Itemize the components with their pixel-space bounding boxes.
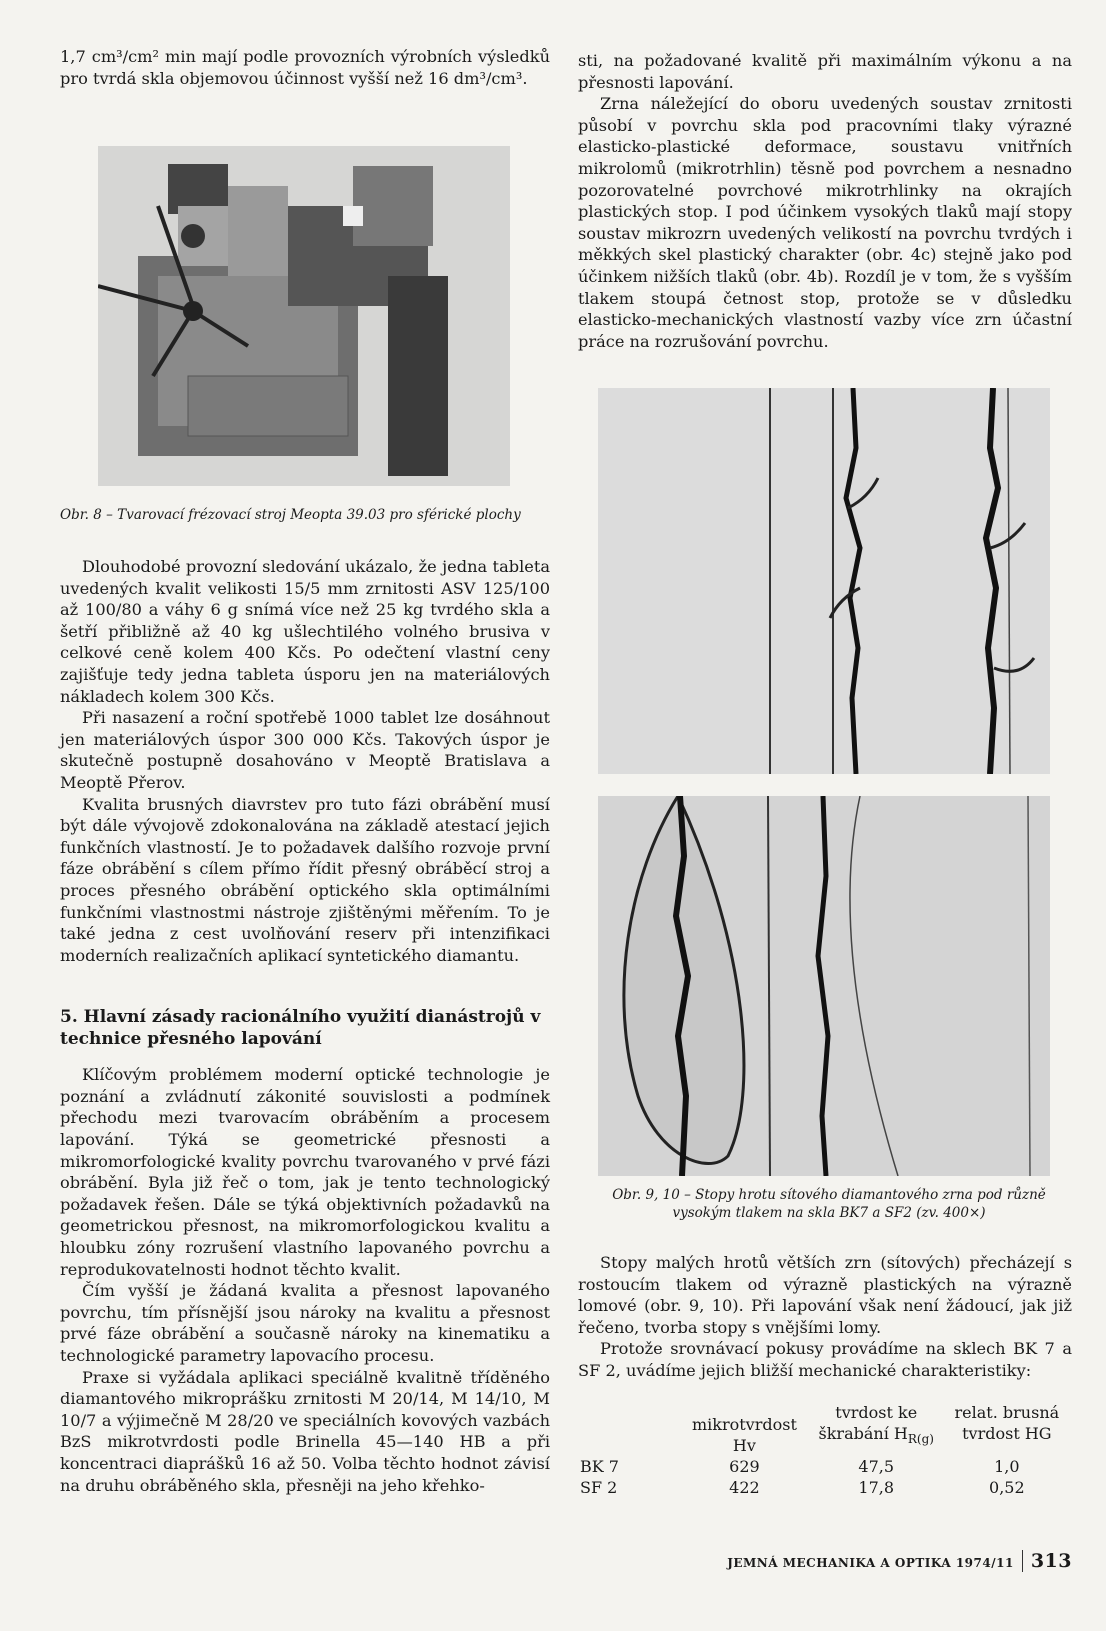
table-cell-hg: 1,0 (994, 1457, 1020, 1476)
table-cell-hr: 47,5 (858, 1457, 895, 1476)
table-header-microhardness: mikrotvrdost Hv (691, 1415, 797, 1455)
table-cell-glass: SF 2 (580, 1478, 618, 1497)
paragraph-tablet: Dlouhodobé provozní sledování ukázalo, že jedna tableta uvedených kvalit velikosti 15/5 mm zrnitosti ASV 125/100 až 100/80 a váhy 6 g snímá více než 25 kg tvrdého skla a šetří přibližně až 40 kg ušlechtilého volného brusiva v celkové ceně kolem 400 Kčs. Po odečtení vlastní ceny zajišťuje tedy jedna tableta úsporu jen na materiálových nákladech kolem 300 Kčs. (60, 557, 550, 706)
figure-8-photo (98, 146, 510, 486)
paragraph-savings: Při nasazení a roční spotřebě 1000 tablet lze dosáhnout jen materiálových úspor 300 000 Kčs. Takových úspor je skutečně postupně dosahováno v Meoptě Bratislava a Meoptě Přerov. (60, 708, 550, 792)
glass-properties-table (578, 1402, 1072, 1498)
table-cell-hv: 422 (729, 1478, 760, 1497)
figure-9-10-caption: Obr. 9, 10 – Stopy hrotu sítového diamantového zrna pod různě vysokým tlakem na skla BK7 a SF2 (zv. 400×) (612, 1187, 1046, 1221)
table-header-row (578, 1402, 1072, 1456)
paragraph-comparison: Protože srovnávací pokusy provádíme na sklech BK 7 a SF 2, uvádíme jejich bližší mechanické charakteristiky: (578, 1339, 1072, 1380)
figure-10-photo (598, 796, 1050, 1176)
table-header-grinding-hardness: relat. brusná tvrdost HG (954, 1403, 1060, 1443)
paragraph-higher-quality: Čím vyšší je žádaná kvalita a přesnost lapovaného povrchu, tím přísnější jsou nároky na kvalitu a přesnost prvé fáze obrábění a současně nároky na kinematiku a technologické parametry lapovacího procesu. (60, 1281, 550, 1365)
table-row (578, 1477, 1072, 1498)
left-column (60, 46, 550, 89)
right-column (578, 50, 1072, 352)
table-row (578, 1456, 1072, 1477)
paragraph-traces: Stopy malých hrotů větších zrn (sítových) přecházejí s rostoucím tlakem od výrazně plastických na výrazně lomové (obr. 9, 10). Při lapování však není žádoucí, jak již řečeno, tvorba stopy s vnějšími lomy. (578, 1253, 1072, 1337)
page-footer (727, 1550, 1072, 1572)
table-cell-hr: 17,8 (858, 1478, 895, 1497)
paragraph-practice: Praxe si vyžádala aplikaci speciálně kvalitně tříděného diamantového mikroprášku zrnitosti M 20/14, M 14/10, M 10/7 a výjimečně M 28/20 ve speciálních kovových vazbách BzS mikrotvrdosti podle Brinella 45—140 HB a při koncentraci diaprášků 16 až 50. Volba těchto hodnot závisí na druhu obráběného skla, přesněji na jeho křehko- (60, 1367, 550, 1495)
paragraph-key-problem: Klíčovým problémem moderní optické technologie je poznání a zvládnutí zákonité souvislosti a podmínek přechodu mezi tvarovacím obráběním a procesem lapování. Týká se geometrické přesnosti a mikromorfologické kvality povrchu tvarovaného v prvé fázi obrábění. Byla již řeč o tom, jak je tento technologický požadavek řešen. Dále se týká objektivních požadavků na geometrickou přesnost, na mikromorfologickou kvalitu a hloubku zóny rozrušení vlastního lapovaného povrchu a reprodukovatelnosti hodnot těchto kvalit. (60, 1065, 550, 1279)
table-cell-hg: 0,52 (989, 1478, 1025, 1497)
figure-9-photo (598, 388, 1050, 774)
table-cell-hv: 629 (729, 1457, 760, 1476)
table-header-empty (578, 1402, 678, 1456)
section-5-heading: 5. Hlavní zásady racionálního využití dianástrojů v technice přesného lapování (60, 1007, 541, 1050)
table-cell-glass: BK 7 (580, 1457, 619, 1476)
paragraph-continued: sti, na požadované kvalitě při maximálním výkonu a na přesnosti lapování. (578, 51, 1072, 92)
left-column-body (60, 556, 550, 1496)
journal-name: JEMNÁ MECHANIKA A OPTIKA 1974/11 (727, 1556, 1014, 1570)
intro-paragraph: 1,7 cm³/cm² min mají podle provozních výrobních výsledků pro tvrdá skla objemovou účinnost vyšší než 16 dm³/cm³. (60, 47, 550, 88)
paragraph-grains: Zrna náležející do oboru uvedených soustav zrnitosti působí v povrchu skla pod pracovními tlaky výrazné elasticko-plastické deformace, soustavu vnitřních mikrolomů (mikrotrhlin) těsně pod povrchem a nesnadno pozorovatelné povrchové mikrotrhlinky na okrajích plastických stop. I pod účinkem vysokých tlaků mají stopy soustav mikrozrn uvedených velikostí na povrchu tvrdých i měkkých skel plastický charakter (obr. 4c) stejně jako pod účinkem nižších tlaků (obr. 4b). Rozdíl je v tom, že s vyšším tlakem stoupá četnost stop, protože se v důsledku elasticko-mechanických vlastností vazby více zrn účastní práce na rozrušování povrchu. (578, 94, 1072, 351)
right-column-body (578, 1252, 1072, 1382)
figure-8-caption: Obr. 8 – Tvarovací frézovací stroj Meopta 39.03 pro sférické plochy (60, 507, 521, 523)
paragraph-quality: Kvalita brusných diavrstev pro tuto fázi obrábění musí být dále vývojově zdokonalována na základě atestací jejich funkčních vlastností. Je to požadavek dalšího rozvoje první fáze obrábění s cílem přímo řídit přesný obráběcí stroj a proces přesného obrábění optického skla optimálními funkčními vlastnostmi nástroje zjištěnými měřením. To je také jedna z cest uvolňování reserv při intenzifikaci moderních realizačních aplikací syntetického diamantu. (60, 794, 550, 965)
page-number: 313 (1022, 1550, 1072, 1572)
table-header-scratch-hardness: tvrdost ke škrabání $H_{R(g)}$ (818, 1403, 934, 1447)
